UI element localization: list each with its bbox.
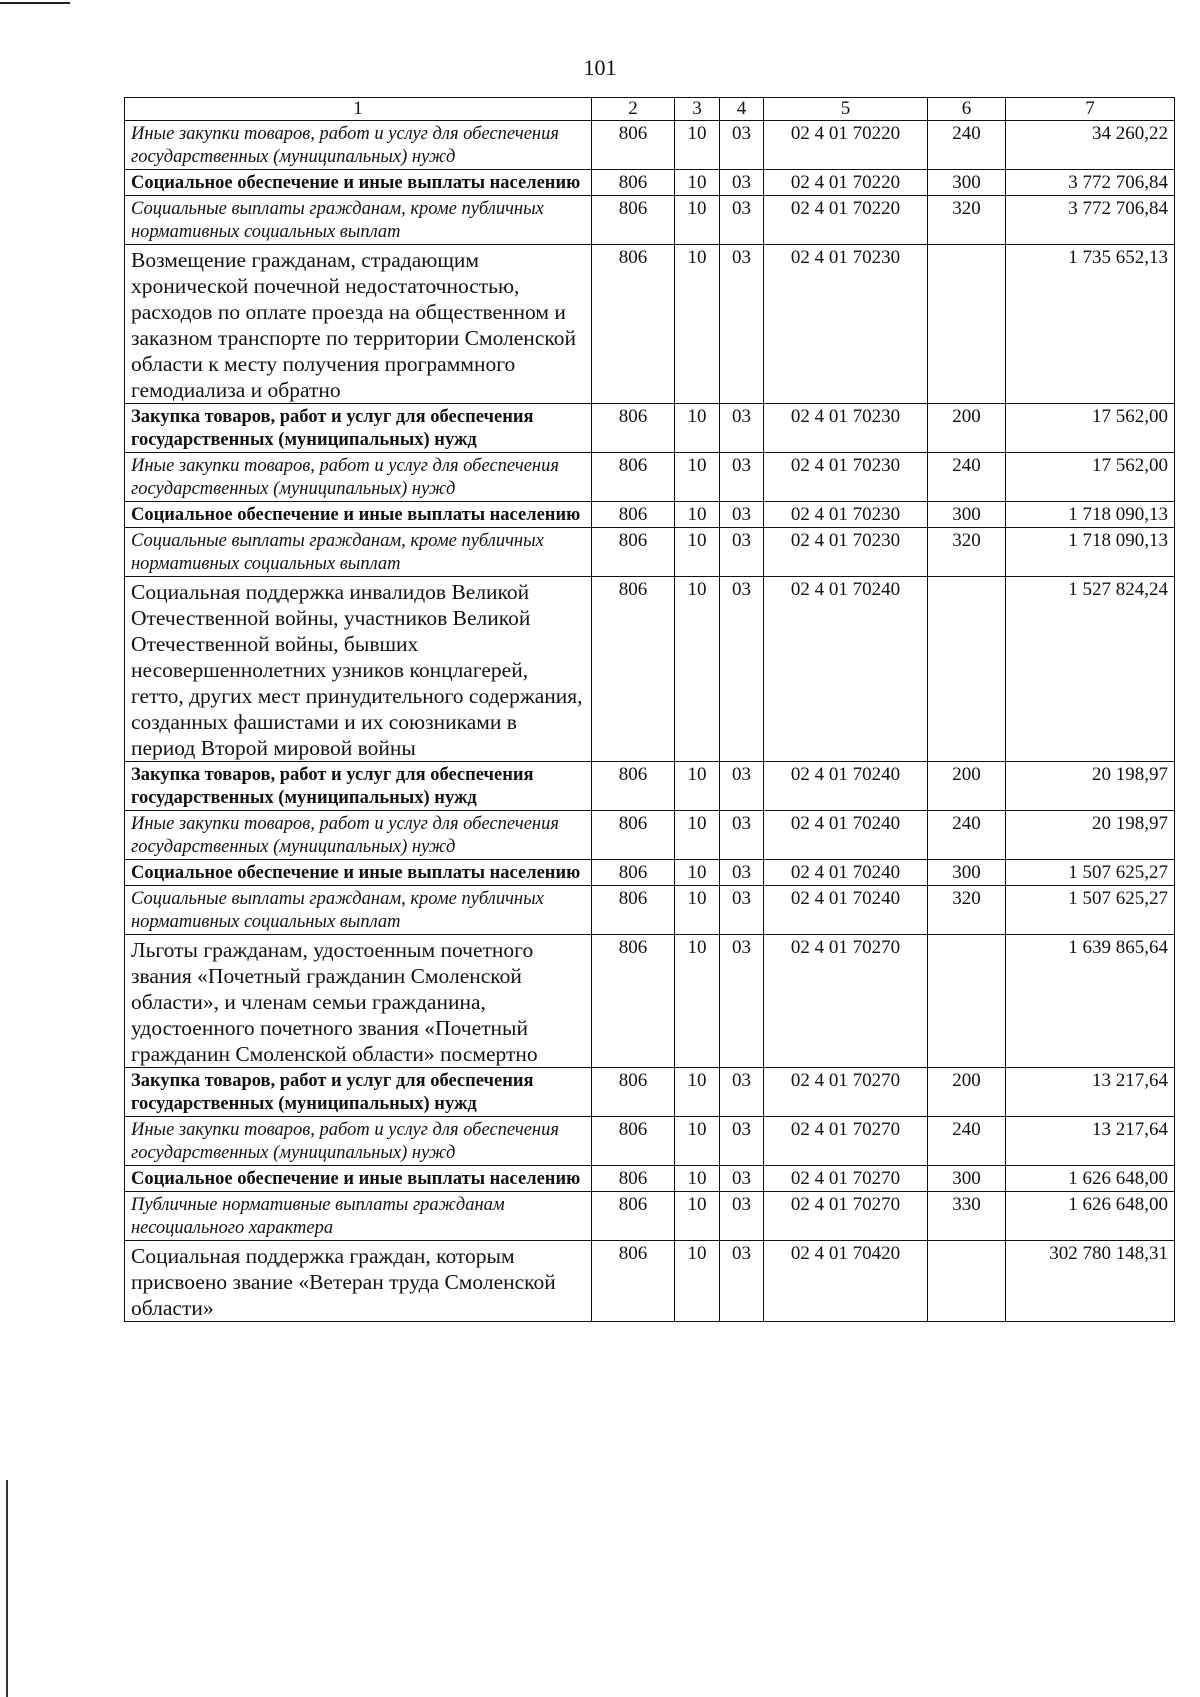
column-header: 6 <box>928 98 1006 121</box>
expense-type-cell: 320 <box>928 528 1006 577</box>
subsection-code-cell: 03 <box>720 121 764 170</box>
amount-cell: 17 562,00 <box>1006 404 1175 453</box>
amount-cell: 20 198,97 <box>1006 811 1175 860</box>
section-code-cell: 10 <box>675 935 720 1068</box>
subsection-code-cell: 03 <box>720 404 764 453</box>
table-row <box>125 762 1175 811</box>
amount-cell: 1 718 090,13 <box>1006 502 1175 528</box>
subsection-code-cell: 03 <box>720 196 764 245</box>
ministry-code-cell: 806 <box>592 196 675 245</box>
target-article-cell: 02 4 01 70230 <box>764 453 928 502</box>
expense-type-cell: 200 <box>928 762 1006 811</box>
amount-cell: 1 626 648,00 <box>1006 1166 1175 1192</box>
section-code-cell: 10 <box>675 811 720 860</box>
target-article-cell: 02 4 01 70230 <box>764 528 928 577</box>
expense-type-cell: 200 <box>928 1068 1006 1117</box>
table-row <box>125 196 1175 245</box>
subsection-code-cell: 03 <box>720 860 764 886</box>
amount-cell: 1 735 652,13 <box>1006 245 1175 404</box>
column-header: 5 <box>764 98 928 121</box>
subsection-code-cell: 03 <box>720 886 764 935</box>
expenditure-name-cell: Социальные выплаты гражданам, кроме публичных нормативных социальных выплат <box>125 528 592 577</box>
expenditure-name-cell: Публичные нормативные выплаты гражданам несоциального характера <box>125 1192 592 1241</box>
target-article-cell: 02 4 01 70270 <box>764 1166 928 1192</box>
expense-type-cell: 240 <box>928 1117 1006 1166</box>
table-row <box>125 1241 1175 1322</box>
expense-type-cell: 300 <box>928 1166 1006 1192</box>
amount-cell: 20 198,97 <box>1006 762 1175 811</box>
amount-cell: 34 260,22 <box>1006 121 1175 170</box>
target-article-cell: 02 4 01 70240 <box>764 762 928 811</box>
section-code-cell: 10 <box>675 1068 720 1117</box>
table-row <box>125 1117 1175 1166</box>
ministry-code-cell: 806 <box>592 811 675 860</box>
ministry-code-cell: 806 <box>592 1068 675 1117</box>
table-row <box>125 811 1175 860</box>
expenditure-name-cell: Социальная поддержка инвалидов Великой Отечественной войны, участников Великой Отечественной войны, бывших несовершеннолетних узников концлагерей, гетто, других мест принудительного содержания, созданных фашистами и их союзниками в период Второй мировой войны <box>125 577 592 762</box>
table-row <box>125 404 1175 453</box>
expenditure-name-cell: Закупка товаров, работ и услуг для обеспечения государственных (муниципальных) нужд <box>125 1068 592 1117</box>
ministry-code-cell: 806 <box>592 886 675 935</box>
ministry-code-cell: 806 <box>592 577 675 762</box>
section-code-cell: 10 <box>675 196 720 245</box>
subsection-code-cell: 03 <box>720 1192 764 1241</box>
ministry-code-cell: 806 <box>592 170 675 196</box>
table-row <box>125 935 1175 1068</box>
section-code-cell: 10 <box>675 886 720 935</box>
section-code-cell: 10 <box>675 1117 720 1166</box>
target-article-cell: 02 4 01 70240 <box>764 811 928 860</box>
expenditure-name-cell: Социальное обеспечение и иные выплаты населению <box>125 502 592 528</box>
subsection-code-cell: 03 <box>720 1068 764 1117</box>
table-row <box>125 245 1175 404</box>
amount-cell: 1 507 625,27 <box>1006 860 1175 886</box>
subsection-code-cell: 03 <box>720 1166 764 1192</box>
amount-cell: 17 562,00 <box>1006 453 1175 502</box>
page-number: 101 <box>583 55 617 80</box>
ministry-code-cell: 806 <box>592 528 675 577</box>
section-code-cell: 10 <box>675 245 720 404</box>
amount-cell: 1 527 824,24 <box>1006 577 1175 762</box>
expenditure-name-cell: Льготы гражданам, удостоенным почетного звания «Почетный гражданин Смоленской области», и членам семьи гражданина, удостоенного почетного звания «Почетный гражданин Смоленской области» посмертно <box>125 935 592 1068</box>
expenditure-name-cell: Иные закупки товаров, работ и услуг для обеспечения государственных (муниципальных) нужд <box>125 121 592 170</box>
ministry-code-cell: 806 <box>592 762 675 811</box>
expense-type-cell <box>928 935 1006 1068</box>
amount-cell: 3 772 706,84 <box>1006 196 1175 245</box>
amount-cell: 302 780 148,31 <box>1006 1241 1175 1322</box>
section-code-cell: 10 <box>675 528 720 577</box>
section-code-cell: 10 <box>675 1166 720 1192</box>
section-code-cell: 10 <box>675 1192 720 1241</box>
subsection-code-cell: 03 <box>720 935 764 1068</box>
subsection-code-cell: 03 <box>720 170 764 196</box>
expense-type-cell: 330 <box>928 1192 1006 1241</box>
expenditure-name-cell: Социальные выплаты гражданам, кроме публичных нормативных социальных выплат <box>125 196 592 245</box>
target-article-cell: 02 4 01 70220 <box>764 121 928 170</box>
expense-type-cell: 320 <box>928 886 1006 935</box>
expense-type-cell: 320 <box>928 196 1006 245</box>
target-article-cell: 02 4 01 70270 <box>764 1192 928 1241</box>
amount-cell: 1 507 625,27 <box>1006 886 1175 935</box>
expenditure-name-cell: Социальная поддержка граждан, которым присвоено звание «Ветеран труда Смоленской области» <box>125 1241 592 1322</box>
amount-cell: 13 217,64 <box>1006 1117 1175 1166</box>
expense-type-cell: 200 <box>928 404 1006 453</box>
expenditure-name-cell: Возмещение гражданам, страдающим хронической почечной недостаточностью, расходов по оплате проезда на общественном и заказном транспорте по территории Смоленской области к месту получения программного гемодиализа и обратно <box>125 245 592 404</box>
expense-type-cell <box>928 577 1006 762</box>
table-row <box>125 502 1175 528</box>
target-article-cell: 02 4 01 70230 <box>764 404 928 453</box>
subsection-code-cell: 03 <box>720 528 764 577</box>
target-article-cell: 02 4 01 70270 <box>764 935 928 1068</box>
amount-cell: 1 639 865,64 <box>1006 935 1175 1068</box>
section-code-cell: 10 <box>675 1241 720 1322</box>
target-article-cell: 02 4 01 70230 <box>764 502 928 528</box>
table-row <box>125 860 1175 886</box>
expense-type-cell <box>928 245 1006 404</box>
amount-cell: 1 626 648,00 <box>1006 1192 1175 1241</box>
section-code-cell: 10 <box>675 404 720 453</box>
expenditure-name-cell: Социальное обеспечение и иные выплаты населению <box>125 860 592 886</box>
ministry-code-cell: 806 <box>592 502 675 528</box>
section-code-cell: 10 <box>675 860 720 886</box>
scan-edge-mark <box>6 1480 8 1697</box>
table-row <box>125 1192 1175 1241</box>
table-row <box>125 1068 1175 1117</box>
expense-type-cell: 300 <box>928 502 1006 528</box>
ministry-code-cell: 806 <box>592 121 675 170</box>
section-code-cell: 10 <box>675 762 720 811</box>
target-article-cell: 02 4 01 70240 <box>764 860 928 886</box>
section-code-cell: 10 <box>675 121 720 170</box>
ministry-code-cell: 806 <box>592 1117 675 1166</box>
expenditure-name-cell: Социальное обеспечение и иные выплаты населению <box>125 1166 592 1192</box>
subsection-code-cell: 03 <box>720 577 764 762</box>
target-article-cell: 02 4 01 70420 <box>764 1241 928 1322</box>
target-article-cell: 02 4 01 70270 <box>764 1117 928 1166</box>
table-row <box>125 121 1175 170</box>
expenditure-name-cell: Социальное обеспечение и иные выплаты населению <box>125 170 592 196</box>
subsection-code-cell: 03 <box>720 1117 764 1166</box>
ministry-code-cell: 806 <box>592 453 675 502</box>
section-code-cell: 10 <box>675 170 720 196</box>
ministry-code-cell: 806 <box>592 404 675 453</box>
budget-table <box>124 97 1175 1322</box>
target-article-cell: 02 4 01 70220 <box>764 196 928 245</box>
expense-type-cell: 240 <box>928 811 1006 860</box>
ministry-code-cell: 806 <box>592 860 675 886</box>
amount-cell: 3 772 706,84 <box>1006 170 1175 196</box>
section-code-cell: 10 <box>675 453 720 502</box>
section-code-cell: 10 <box>675 577 720 762</box>
expenditure-name-cell: Иные закупки товаров, работ и услуг для обеспечения государственных (муниципальных) нужд <box>125 811 592 860</box>
ministry-code-cell: 806 <box>592 1166 675 1192</box>
target-article-cell: 02 4 01 70230 <box>764 245 928 404</box>
table-row <box>125 170 1175 196</box>
ministry-code-cell: 806 <box>592 245 675 404</box>
subsection-code-cell: 03 <box>720 811 764 860</box>
subsection-code-cell: 03 <box>720 762 764 811</box>
table-row <box>125 886 1175 935</box>
expenditure-name-cell: Закупка товаров, работ и услуг для обеспечения государственных (муниципальных) нужд <box>125 762 592 811</box>
expenditure-name-cell: Социальные выплаты гражданам, кроме публичных нормативных социальных выплат <box>125 886 592 935</box>
expense-type-cell: 240 <box>928 121 1006 170</box>
amount-cell: 1 718 090,13 <box>1006 528 1175 577</box>
scan-edge-mark <box>0 2 70 4</box>
subsection-code-cell: 03 <box>720 453 764 502</box>
expense-type-cell <box>928 1241 1006 1322</box>
ministry-code-cell: 806 <box>592 1192 675 1241</box>
target-article-cell: 02 4 01 70240 <box>764 577 928 762</box>
target-article-cell: 02 4 01 70240 <box>764 886 928 935</box>
column-header: 4 <box>720 98 764 121</box>
subsection-code-cell: 03 <box>720 245 764 404</box>
ministry-code-cell: 806 <box>592 935 675 1068</box>
section-code-cell: 10 <box>675 502 720 528</box>
expense-type-cell: 300 <box>928 860 1006 886</box>
table-row <box>125 528 1175 577</box>
subsection-code-cell: 03 <box>720 502 764 528</box>
table-header-row <box>125 98 1175 121</box>
expenditure-name-cell: Закупка товаров, работ и услуг для обеспечения государственных (муниципальных) нужд <box>125 404 592 453</box>
subsection-code-cell: 03 <box>720 1241 764 1322</box>
table-row <box>125 453 1175 502</box>
expense-type-cell: 300 <box>928 170 1006 196</box>
expenditure-name-cell: Иные закупки товаров, работ и услуг для обеспечения государственных (муниципальных) нужд <box>125 1117 592 1166</box>
column-header: 1 <box>125 98 592 121</box>
expenditure-name-cell: Иные закупки товаров, работ и услуг для обеспечения государственных (муниципальных) нужд <box>125 453 592 502</box>
expense-type-cell: 240 <box>928 453 1006 502</box>
table-row <box>125 577 1175 762</box>
ministry-code-cell: 806 <box>592 1241 675 1322</box>
column-header: 3 <box>675 98 720 121</box>
target-article-cell: 02 4 01 70220 <box>764 170 928 196</box>
table-row <box>125 1166 1175 1192</box>
column-header: 2 <box>592 98 675 121</box>
amount-cell: 13 217,64 <box>1006 1068 1175 1117</box>
target-article-cell: 02 4 01 70270 <box>764 1068 928 1117</box>
column-header: 7 <box>1006 98 1175 121</box>
